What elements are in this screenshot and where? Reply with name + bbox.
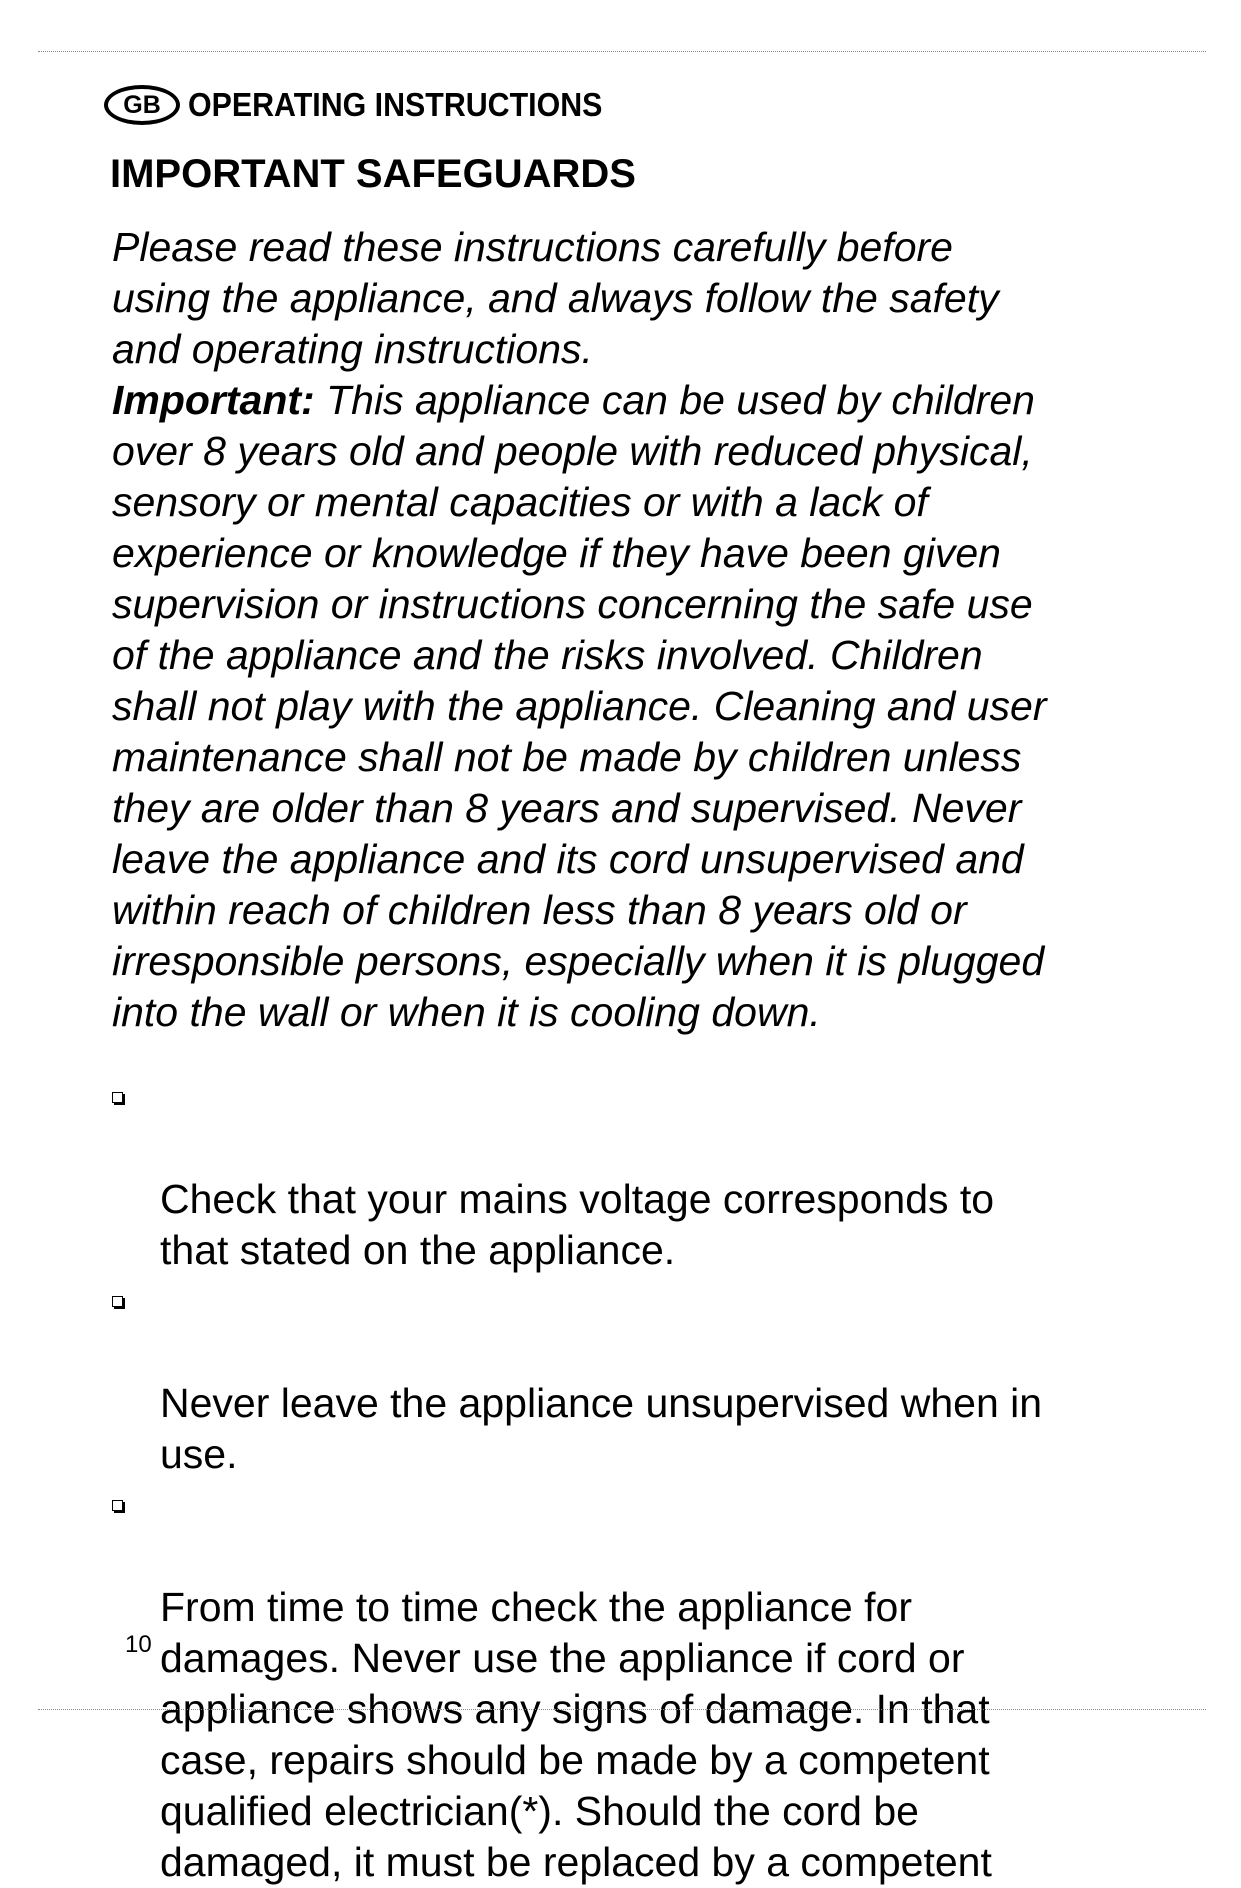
- important-text: This appliance can be used by children over 8 years old and people with reduced physical, sensory or mental capacities or with a lack of experience or knowledge if they have been given supervision or instructions concerning the safe use of the appliance and the risks involved. Children shall not play with the appliance. Cleaning and user maintenance shall not be made by children unless they are older than 8 years and supervised. Never leave the appliance and its cord unsupervised and within reach of children less than 8 years old or irresponsible persons, especially when it is plugged into the wall or when it is cooling down.: [112, 377, 1047, 1035]
- safeguard-list: [112, 1072, 1152, 1888]
- country-code: GB: [123, 90, 161, 119]
- page-heading: IMPORTANT SAFEGUARDS: [110, 152, 636, 196]
- list-item-text: Check that your mains voltage corresponds to that stated on the appliance.: [160, 1176, 995, 1273]
- intro-paragraph: [112, 222, 1152, 1038]
- top-dotted-divider: [38, 51, 1206, 52]
- section-header: [104, 82, 638, 128]
- header-title: OPERATING INSTRUCTIONS: [188, 86, 603, 123]
- list-item-text: From time to time check the appliance for damages. Never use the appliance if cord or appliance shows any signs of damage. In that case, repairs should be made by a competent qualified electrician(*). Should the cord be damaged, it must be replaced by a competent: [160, 1584, 992, 1885]
- gb-country-badge: [104, 85, 180, 125]
- list-item: [112, 1072, 1152, 1276]
- list-item: [112, 1480, 1152, 1888]
- bottom-dotted-divider: [38, 1709, 1206, 1710]
- intro-text: Please read these instructions carefully before using the appliance, and always follow the safety and operating instructions.: [112, 224, 999, 372]
- checkbox-bullet-icon: [112, 1092, 123, 1103]
- list-item: [112, 1276, 1152, 1480]
- list-item-text: Never leave the appliance unsupervised when in use.: [160, 1380, 1043, 1477]
- checkbox-bullet-icon: [112, 1296, 123, 1307]
- checkbox-bullet-icon: [112, 1500, 123, 1511]
- page-number: 10: [125, 1631, 152, 1658]
- important-label: Important:: [112, 377, 315, 423]
